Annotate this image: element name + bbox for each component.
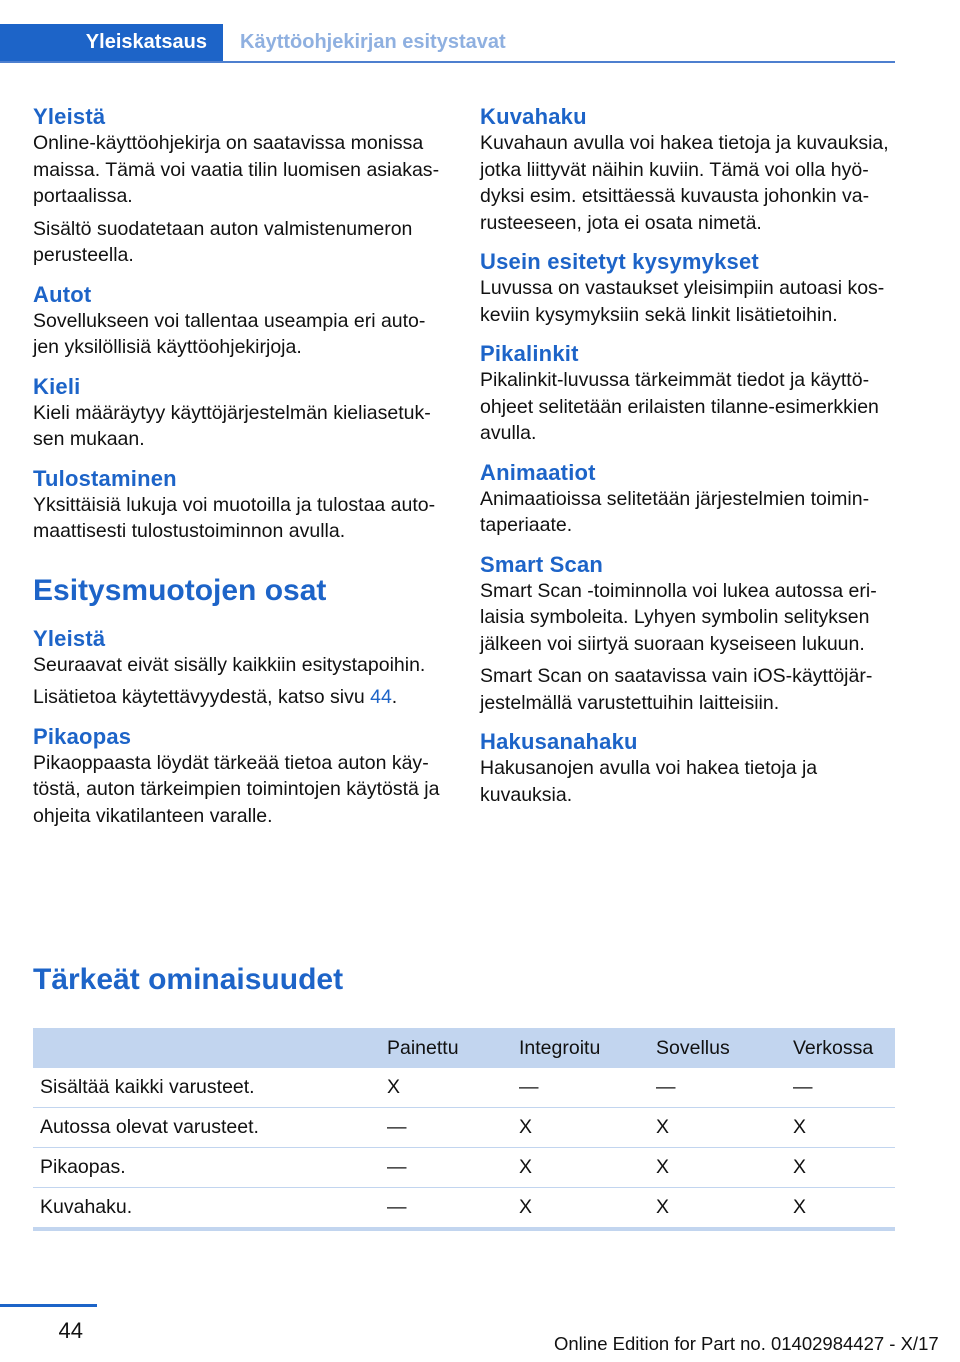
section-heading: Pikalinkit xyxy=(480,341,579,366)
section-animations xyxy=(480,459,890,539)
page-header xyxy=(0,24,895,60)
section-heading: Smart Scan xyxy=(480,551,604,577)
paragraph: Kuvahaun avulla voi hakea tietoja ja kuvauksia, jotka liittyvät näihin kuviin. Tämä voi olla hyödyksi esim. etsittäessä kuvausta johonkin varusteeseen, jota ei osata nimetä. xyxy=(480,132,889,234)
table-cell: X xyxy=(786,1188,895,1230)
table-cell: — xyxy=(512,1068,649,1108)
table-cell: X xyxy=(512,1188,649,1230)
paragraph: Sovellukseen voi tallentaa useampia eri autojen yksilöllisiä käyttöohjekirjoja. xyxy=(33,309,426,358)
section-tab-active[interactable]: Yleiskatsaus xyxy=(0,24,223,61)
section-quick-guide xyxy=(33,723,443,830)
table-cell: — xyxy=(649,1068,786,1108)
section-general xyxy=(33,103,443,269)
section-keyword-search xyxy=(480,728,890,808)
table-cell: X xyxy=(786,1148,895,1188)
paragraph: Pikalinkit-luvussa tärkeimmät tiedot ja käyttöohjeet selitetään erilaisten tilanne-esimerkkien avulla. xyxy=(480,369,879,444)
footer-divider xyxy=(0,1304,97,1307)
table-cell: Sisältää kaikki varusteet. xyxy=(33,1068,380,1108)
page-link[interactable]: 44 xyxy=(370,686,392,708)
section-faq xyxy=(480,248,890,328)
paragraph: Hakusanojen avulla voi hakea tietoja ja kuvauksia. xyxy=(480,757,818,806)
table-cell: — xyxy=(380,1188,512,1230)
table-row xyxy=(33,1108,895,1148)
paragraph: Yksittäisiä lukuja voi muotoilla ja tulostaa automaattisesti tulostustoiminnon avulla. xyxy=(33,493,436,542)
section-heading: Yleistä xyxy=(33,104,106,129)
chapter-heading: Esitysmuotojen osat xyxy=(33,573,327,607)
paragraph: Smart Scan on saatavissa vain iOS-käyttöjärjestelmällä varustettuihin laitteisiin. xyxy=(480,665,873,714)
section-heading: Animaatiot xyxy=(480,459,596,485)
section-smart-scan xyxy=(480,551,890,717)
table-header-row xyxy=(33,1028,895,1068)
section-printing xyxy=(33,465,443,545)
column-header: Painettu xyxy=(380,1028,512,1068)
paragraph: Online-käyttöohjekirja on saatavissa monissa maissa. Tämä voi vaatia tilin luomisen asiakasportaalissa. xyxy=(33,132,440,207)
paragraph-text: . xyxy=(391,686,398,708)
table-cell: Autossa olevat varusteet. xyxy=(33,1108,380,1148)
section-heading: Pikaopas xyxy=(33,723,132,749)
section-heading: Yleistä xyxy=(33,625,106,651)
paragraph: Kieli määräytyy käyttöjärjestelmän kieliasetuksen mukaan. xyxy=(33,401,431,450)
paragraph: Luvussa on vastaukset yleisimpiin autoasi koskeviin kysymyksiin sekä linkit lisätietoihin. xyxy=(480,277,885,326)
section-heading: Tulostaminen xyxy=(33,465,177,491)
column-header xyxy=(33,1028,380,1068)
section-heading: Kieli xyxy=(33,373,81,399)
column-header: Sovellus xyxy=(649,1028,786,1068)
table-cell: X xyxy=(649,1188,786,1230)
paragraph: Animaatioissa selitetään järjestelmien toimintaperiaate. xyxy=(480,487,870,536)
section-general-2 xyxy=(33,625,443,711)
table-cell: X xyxy=(649,1148,786,1188)
paragraph-with-link xyxy=(33,684,443,711)
section-cars xyxy=(33,281,443,361)
paragraph: Pikaoppaasta löydät tärkeää tietoa auton käytöstä, auton tärkeimpien toimintojen käytöstä ja ohjeita vikatilanteen varalle. xyxy=(33,751,440,827)
table-cell: — xyxy=(786,1068,895,1108)
paragraph: Seuraavat eivät sisälly kaikkiin esitystapoihin. xyxy=(33,653,426,676)
column-header: Integroitu xyxy=(512,1028,649,1068)
table-cell: X xyxy=(786,1108,895,1148)
table-cell: X xyxy=(512,1108,649,1148)
table-cell: — xyxy=(380,1108,512,1148)
header-divider xyxy=(0,61,895,63)
right-column xyxy=(480,103,890,820)
section-heading: Hakusanahaku xyxy=(480,729,638,754)
table-cell: Kuvahaku. xyxy=(33,1188,380,1230)
paragraph-text: Lisätietoa käytettävyydestä, katso sivu xyxy=(33,686,371,708)
section-quick-links xyxy=(480,340,890,447)
features-table xyxy=(33,1028,895,1231)
section-heading: Usein esitetyt kysymykset xyxy=(480,249,759,274)
table-cell: X xyxy=(512,1148,649,1188)
paragraph: Sisältö suodatetaan auton valmistenumeron perusteella. xyxy=(33,217,413,266)
table-row xyxy=(33,1068,895,1108)
left-column xyxy=(33,103,443,841)
edition-note: Online Edition for Part no. 01402984427 - X/17 xyxy=(554,1333,939,1354)
section-tab-inactive[interactable]: Käyttöohjekirjan esitystavat xyxy=(240,31,506,53)
table-cell: — xyxy=(380,1148,512,1188)
section-language xyxy=(33,373,443,453)
section-image-search xyxy=(480,103,890,236)
features-heading: Tärkeät ominaisuudet xyxy=(33,963,344,996)
page-number: 44 xyxy=(58,1318,83,1343)
section-heading: Autot xyxy=(33,281,92,307)
paragraph: Smart Scan -toiminnolla voi lukea autossa erilaisia symboleita. Lyhyen symbolin selityksen jälkeen voi siirtyä suoraan kyseiseen lukuun. xyxy=(480,579,877,655)
table-cell: X xyxy=(649,1108,786,1148)
table-cell: X xyxy=(380,1068,512,1108)
table-row xyxy=(33,1188,895,1230)
table-cell: Pikaopas. xyxy=(33,1148,380,1188)
column-header: Verkossa xyxy=(786,1028,895,1068)
section-heading: Kuvahaku xyxy=(480,104,587,129)
table-row xyxy=(33,1148,895,1188)
